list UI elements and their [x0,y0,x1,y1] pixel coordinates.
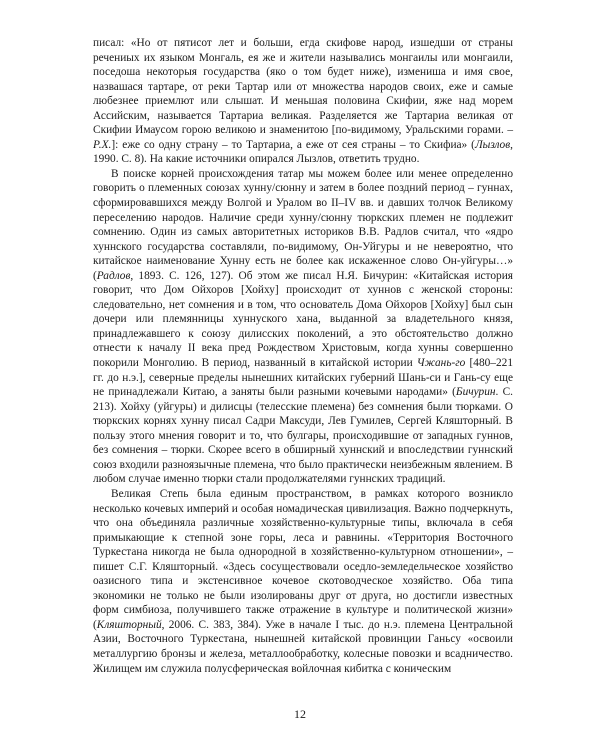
text-run: , 1990. С. 8). На какие источники опирался Лызлов, ответить трудно. [93,138,513,166]
italic-text-run: Радлов [96,269,131,282]
text-run: , 2006. С. 383, 384). Уже в начале I тыс. до н.э. племена Центральной Азии, Восточного Туркестана, нынешней китайской провинции Ганьсу «освоили металлургию бронзы и железа, металлообработку, колесные повозки и всадничество. Жилищем им служила полусферическая войлочная кибитка с коническим [93,618,513,675]
page-body [93,36,513,676]
italic-text-run: Р.Х. [93,138,112,151]
italic-text-run: Чжань-го [416,357,466,370]
paragraph-great-steppe [93,487,513,676]
text-run: Великая Степь была единым пространством, в рамках которого возникло несколько кочевых империй и особая номадическая цивилизация. Важно подчеркнуть, что она объединяла различные хозяйственно-культурные типы, включала в себя примыкающие к степной зоне горы, леса и равнины. «Территория Восточного Туркестана никогда не была однородной в хозяйственно-культурном отношении», – пишет С.Г. Кляшторный. «Здесь сосуществовали оседло-земледельческое хозяйство оазисного типа и экстенсивное кочевое скотоводческое хозяйство. Оба типа экономики не только не были изолированы друг от друга, но достигли известных форм симбиоза, получившего также отражение в культуре и политической жизни» ( [93,487,513,631]
text-run: [480–221 гг. до н.э.], северные пределы нынешних китайских губерний Шань-си и Гань-су еще не принадлежали Китаю, а заняты были разными кочевыми народами» ( [93,357,513,399]
text-run: писал: «Но от пятисот лет и больши, егда скифове народ, изшедши от страны речениых их языком Монгаль, ея же и жители назывались монгаилы или монгаили, поседоша некоторыя государства (яко о том будет ниже), измениша и имя свое, назвашася тартаре, от реки Тартар или от множества народов своих, еже и самые любезнее приемлют или слышат. И меньшая половина Скифии, яже над морем Ассийским, называется Тартариа великая. Разделяется же Тартариа великая от Скифии Имаусом горою великою и знаменитою [по-видимому, Уральскими горами. – [93,37,513,137]
italic-text-run: Кляшторный [96,618,162,631]
paragraph-hunnu-origins [93,167,513,487]
text-run: ]: еже со одну страну – то Тартариа, а еже от сея страны – то Скифиа» ( [111,138,475,151]
text-run: В поиске корней происхождения татар мы можем более или менее определенно говорить о племенных союзах хунну/сюнну и затем в более поздний период – гуннах, сформировавшихся между Волгой и Уралом во II–IV вв. и давших толчок Великому переселению народов. Наличие среди хунну/сюнну тюркских племен не подлежит сомнению. Один из самых авторитетных историков В.В. Радлов считал, что «ядро хуннского государства составляли, по-видимому, Он-Уйгуры и не невероятно, что китайское наименование Хунну есть не более как искаженное слово Он-уйгуры…» ( [93,167,513,282]
italic-text-run: Лызлов [474,138,511,151]
page-number: 12 [294,707,306,721]
text-run: . С. 213). Хойху (уйгуры) и дилисцы (телесские племена) без сомнения были тюрками. О тюркских корнях хунну писал Садри Максуди, Лев Гумилев, Сергей Кляшторный. В пользу этого мнения говорит и то, что булгары, происходившие от западных гуннов, без сомнения – тюрки. Скорее всего в обширный хуннский и впоследствии гуннский союз входили разноязычные племена, что было практически неизбежным явлением. В любом случае именно тюрки стали продолжателями гуннских традиций. [93,386,513,486]
text-run: , 1893. С. 126, 127). Об этом же писал Н.Я. Бичурин: «Китайская история говорит, что Дом Ойхоров [Хойху] происходит от хуннов с женской стороны: следовательно, нет сомнения и в том, что основатель Дома Ойхоров [Хойху] был сын дочери или племянницы хуннуского хана, выданной за владетельного князя, принадлежавшего к союзу дилисских поколений, а это обстоятельство должно отнести к началу II века пред Рождеством Христовым, когда хунны совершенно покорили Монголию. В период, названный в китайской истории [93,269,513,370]
paragraph-lyzlov-quote [93,36,513,167]
italic-text-run: Бичурин [455,386,496,399]
